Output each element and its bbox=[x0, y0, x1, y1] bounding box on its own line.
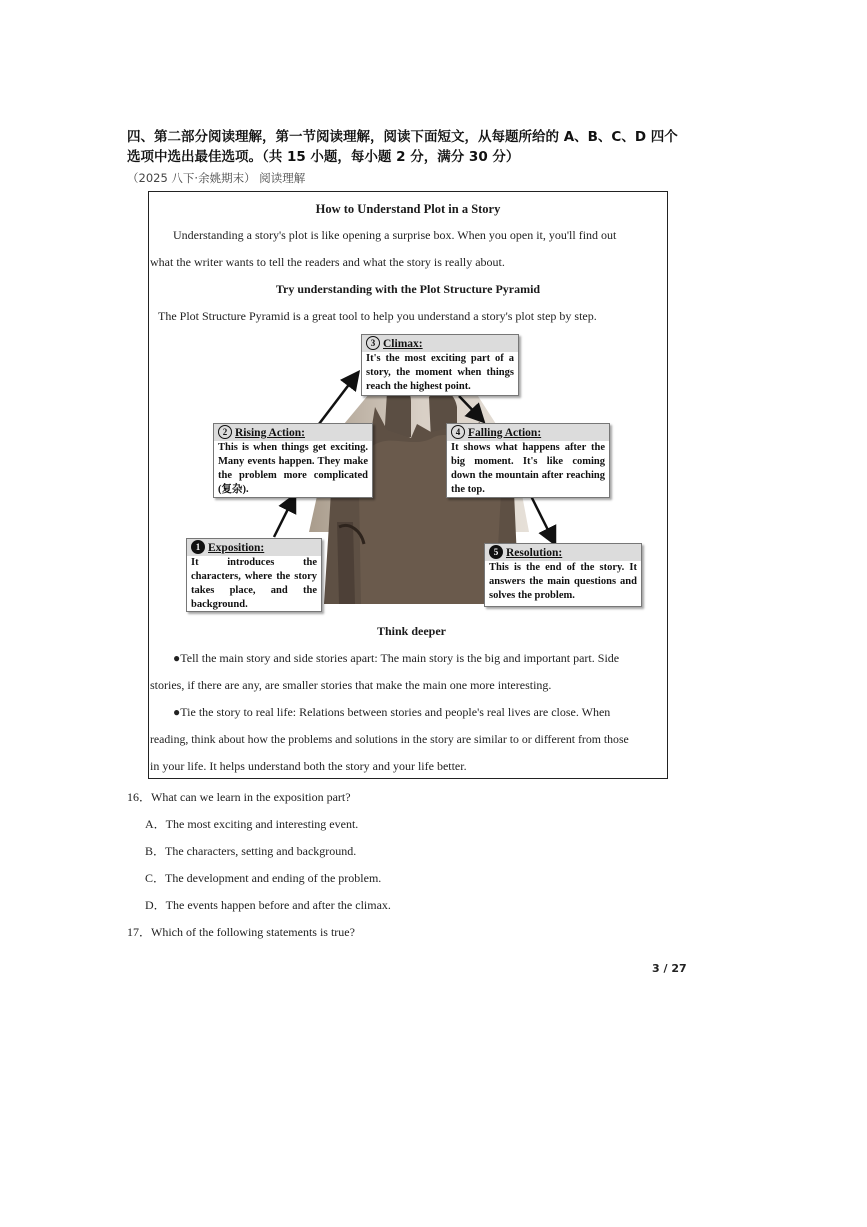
section-heading-line2: 选项中选出最佳选项。（共 15 小题，每小题 2 分，满分 30 分） bbox=[127, 149, 520, 165]
reading-passage bbox=[148, 191, 668, 779]
rising-action-box bbox=[213, 423, 373, 498]
question-16-option-d: D．The events happen before and after the climax. bbox=[145, 898, 391, 912]
question-16-option-c: C．The development and ending of the problem. bbox=[145, 871, 382, 885]
question-16-option-b: B．The characters, setting and background. bbox=[145, 844, 357, 858]
bullet2-line2: reading, think about how the problems and solutions in the story are similar to or different from those bbox=[150, 732, 629, 746]
resolution-header bbox=[485, 544, 641, 561]
climax-number: 3 bbox=[366, 336, 380, 350]
question-16-option-a: A．The most exciting and interesting event. bbox=[145, 817, 359, 831]
exposition-header bbox=[187, 539, 321, 556]
rising-action-number: 2 bbox=[218, 425, 232, 439]
bullet2-line1: ●Tie the story to real life: Relations between stories and people's real lives are close. When bbox=[173, 705, 611, 719]
resolution-title: Resolution: bbox=[506, 547, 563, 559]
exposition-text: It introduces the characters, where the story takes place, and the background. bbox=[191, 557, 317, 610]
climax-header bbox=[362, 335, 518, 352]
intro-line2: what the writer wants to tell the readers and what the story is really about. bbox=[150, 255, 505, 269]
intro-line1: Understanding a story's plot is like opening a surprise box. When you open it, you'll find out bbox=[173, 228, 617, 242]
rising-action-text: This is when things get exciting. Many events happen. They make the problem more complicated (复杂). bbox=[218, 442, 368, 495]
source-tag: （2025 八下·余姚期末） 阅读理解 bbox=[127, 171, 306, 185]
resolution-box bbox=[484, 543, 642, 607]
think-deeper-title: Think deeper bbox=[377, 624, 447, 638]
climax-text: It's the most exciting part of a story, the moment when things reach the highest point. bbox=[366, 353, 514, 392]
bullet1-line1: ●Tell the main story and side stories apart: The main story is the big and important part. Side bbox=[173, 651, 620, 665]
question-16-stem: 16．What can we learn in the exposition part? bbox=[127, 790, 351, 804]
exposition-number: 1 bbox=[191, 540, 205, 554]
climax-title: Climax: bbox=[383, 338, 423, 350]
resolution-number: 5 bbox=[489, 545, 503, 559]
falling-action-number: 4 bbox=[451, 425, 465, 439]
exposition-box bbox=[186, 538, 322, 612]
exposition-title: Exposition: bbox=[208, 542, 265, 554]
falling-action-box bbox=[446, 423, 610, 498]
falling-action-text: It shows what happens after the big moment. It's like coming down the mountain after reaching the top. bbox=[451, 442, 605, 495]
pyramid-subheading: Try understanding with the Plot Structure Pyramid bbox=[275, 282, 541, 296]
rising-action-header bbox=[214, 424, 372, 441]
section-heading bbox=[127, 127, 727, 167]
resolution-text: This is the end of the story. It answers the main questions and solves the problem. bbox=[489, 562, 637, 601]
falling-action-title: Falling Action: bbox=[468, 427, 542, 439]
passage-title: How to Understand Plot in a Story bbox=[315, 202, 501, 216]
section-heading-line1: 四、第二部分阅读理解，第一节阅读理解，阅读下面短文，从每题所给的 A、B、C、D 四个 bbox=[127, 129, 678, 145]
bullet2-line3: in your life. It helps understand both the story and your life better. bbox=[150, 759, 467, 773]
pyramid-intro: The Plot Structure Pyramid is a great tool to help you understand a story's plot step by step. bbox=[158, 309, 597, 323]
falling-action-header bbox=[447, 424, 609, 441]
page-number: 3 / 27 bbox=[652, 962, 687, 975]
rising-action-title: Rising Action: bbox=[235, 427, 305, 439]
climax-box bbox=[361, 334, 519, 396]
question-17-stem: 17．Which of the following statements is true? bbox=[127, 925, 355, 939]
bullet1-line2: stories, if there are any, are smaller stories that make the main one more interesting. bbox=[150, 678, 552, 692]
